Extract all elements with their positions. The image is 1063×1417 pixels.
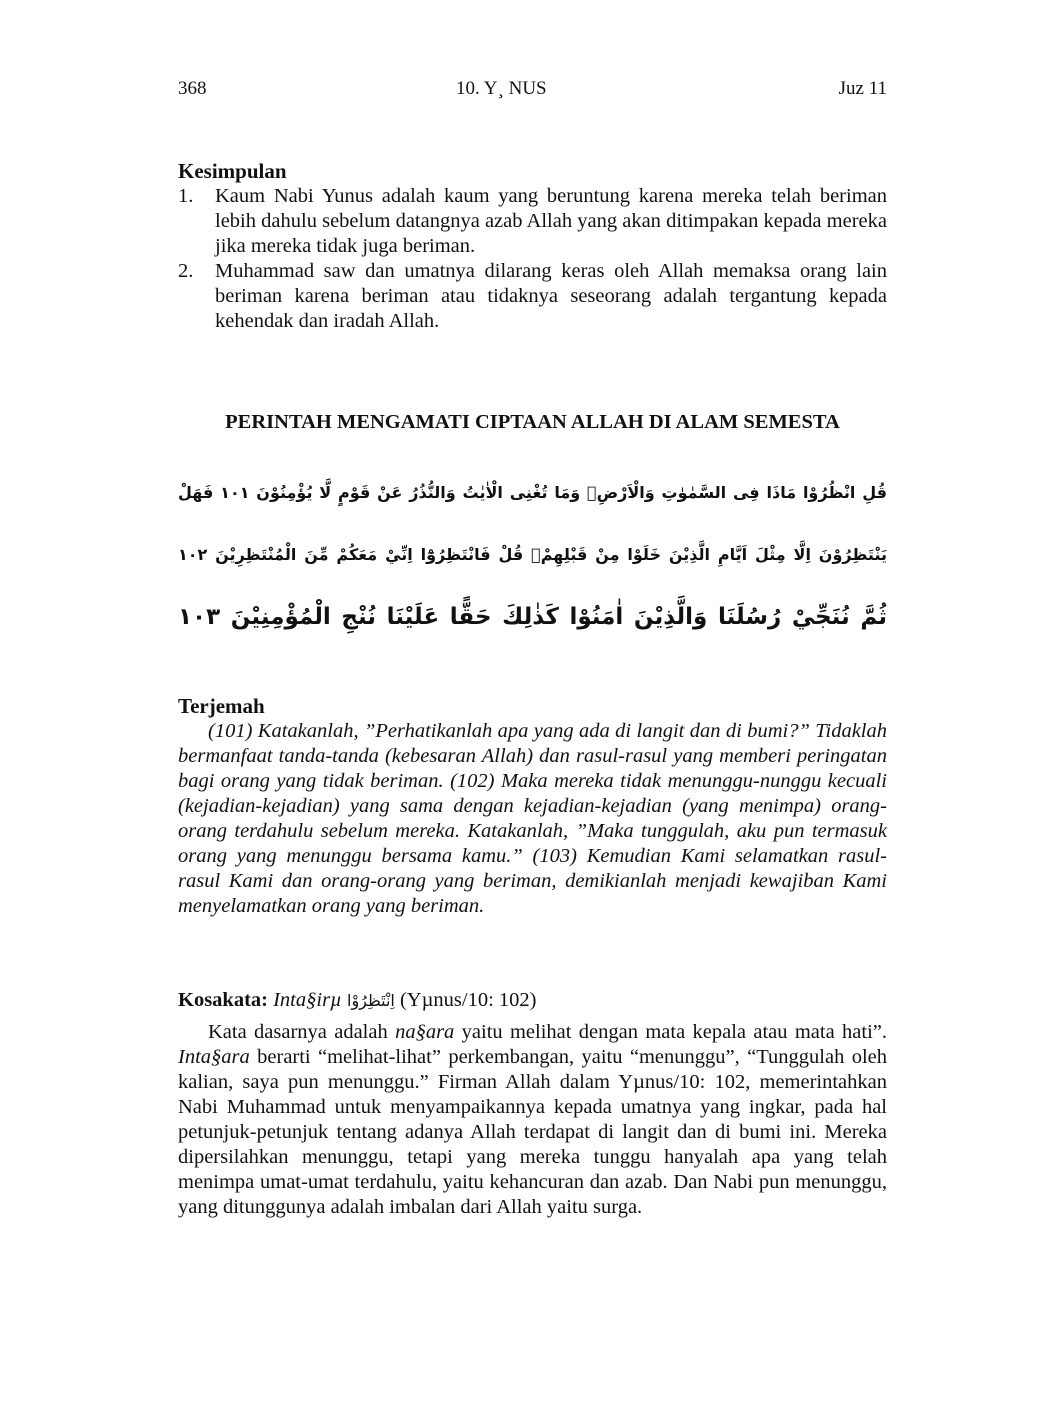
juz-label: Juz 11 — [838, 78, 887, 99]
translation-text: (101) Katakanlah, ”Perhatikanlah apa yang ada di langit dan di bumi?” Tidaklah bermanfaat tanda-tanda (kebesaran Allah) dan rasul-rasul yang memberi peringatan bagi orang yang tidak beriman. (102) Maka mereka tidak menunggu-nunggu kecuali (kejadian-kejadian) yang sama dengan kejadian-kejadian (yang menimpa) orang-orang terdahulu sebelum mereka. Katakanlah, ”Maka tunggulah, aku pun termasuk orang yang menunggu bersama kamu.” (103) Kemudian Kami selamatkan rasul-rasul Kami dan orang-orang yang beriman, demikianlah menjadi kewajiban Kami menyelamatkan orang yang beriman. — [178, 720, 887, 917]
section-title: PERINTAH MENGAMATI CIPTAAN ALLAH DI ALAM SEMESTA — [225, 411, 840, 433]
kosakata-heading — [178, 988, 887, 1013]
kosakata-term: Inta§irµ — [273, 989, 342, 1011]
item-text: Kaum Nabi Yunus adalah kaum yang beruntung karena mereka telah beriman lebih dahulu sebelum datangnya azab Allah yang akan ditimpakan kepada mereka jika mereka tidak juga beriman. — [215, 185, 887, 257]
kesimpulan-heading: Kesimpulan — [178, 159, 287, 183]
running-header — [178, 76, 887, 100]
kosakata-arabic: اِنْتَظِرُوْا — [347, 991, 395, 1010]
kosakata-paragraph — [178, 1020, 887, 1220]
terjemah-heading: Terjemah — [178, 694, 265, 718]
arabic-line: يَنْتَظِرُوْنَ اِلَّا مِثْلَ اَيَّامِ الَّذِيْنَ خَلَوْا مِنْ قَبْلِهِمْۗ قُلْ فَانْتَظِرُوْٓا اِنِّيْ مَعَكُمْ مِّنَ الْمُنْتَظِرِيْنَ ١٠٢ — [178, 545, 887, 564]
text: yaitu melihat dengan mata kepala atau mata hati”. — [461, 1021, 887, 1043]
kosakata-section — [178, 988, 887, 1220]
kosakata-reference: (Yµnus/10: 102) — [399, 989, 537, 1011]
terjemah-section — [178, 694, 887, 919]
kesimpulan-list — [178, 184, 887, 334]
arabic-line: قُلِ انْظُرُوْا مَاذَا فِى السَّمٰوٰتِ وَالْاَرْضِۗ وَمَا تُغْنِى الْاٰيٰتُ وَالنُّذُرُ عَنْ قَوْمٍ لَّا يُؤْمِنُوْنَ ١٠١ فَهَلْ — [178, 483, 888, 502]
list-item — [178, 259, 887, 334]
term: na§ara — [395, 1021, 455, 1043]
arabic-line: ثُمَّ نُنَجِّيْ رُسُلَنَا وَالَّذِيْنَ اٰمَنُوْا كَذٰلِكَ حَقًّا عَلَيْنَا نُنْجِ الْمُؤْمِنِيْنَ ١٠٣ — [178, 604, 887, 630]
kesimpulan-section — [178, 159, 887, 334]
item-text: Muhammad saw dan umatnya dilarang keras oleh Allah memaksa orang lain beriman karena beriman atau tidaknya seseorang adalah tergantung kepada kehendak dan iradah Allah. — [215, 260, 887, 332]
text: berarti “melihat-lihat” perkembangan, yaitu “menunggu”, “Tunggulah oleh kalian, saya pun menunggu.” Firman Allah dalam Yµnus/10: 102, memerintahkan Nabi Muhammad untuk menyampaikannya kepada umatnya yang ingkar, pada hal petunjuk-petunjuk tentang adanya Allah terdapat di langit dan di bumi ini. Mereka dipersilahkan menunggu, tetapi yang mereka tunggu hanyalah apa yang telah menimpa umat-umat terdahulu, yaitu kehancuran dan azab. Dan Nabi pun menunggu, yang ditunggunya adalah imbalan dari Allah yaitu surga. — [178, 1046, 888, 1218]
item-number: 2. — [178, 260, 194, 282]
kosakata-label: Kosakata: — [178, 989, 268, 1011]
page-number: 368 — [178, 78, 207, 99]
text: Kata dasarnya adalah — [208, 1021, 388, 1043]
term: Inta§ara — [178, 1046, 250, 1068]
item-number: 1. — [178, 185, 194, 207]
arabic-verses — [178, 462, 887, 648]
chapter-title: 10. Y¸ NUS — [456, 78, 547, 99]
list-item — [178, 184, 887, 259]
